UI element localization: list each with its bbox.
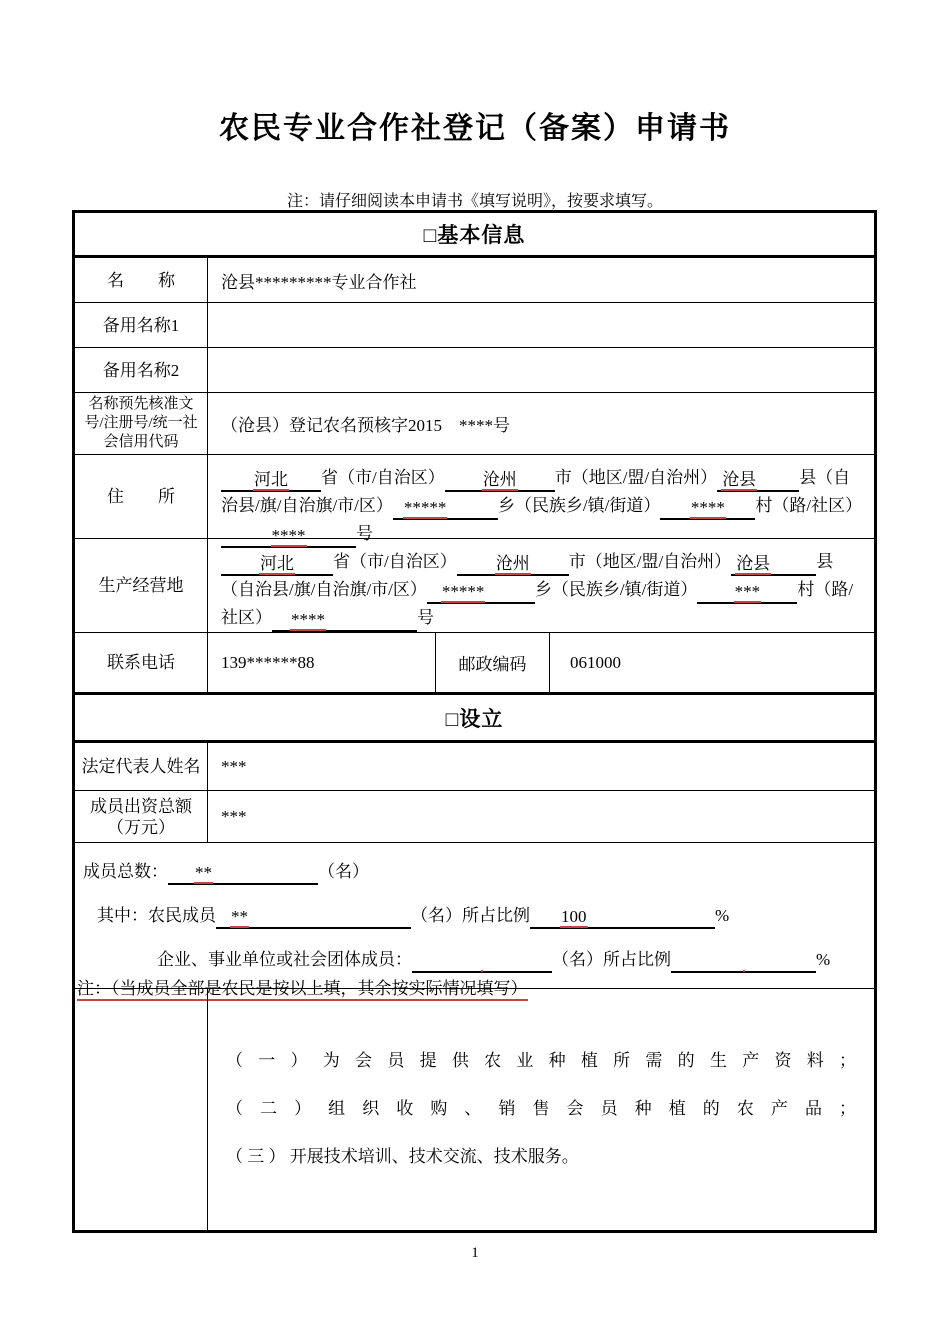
section-basic-info-header: □基本信息: [75, 213, 874, 258]
legal-rep-label: 法定代表人姓名: [75, 743, 208, 790]
alt-name-1-label: 备用名称1: [75, 303, 208, 347]
members-org-label: 企业、事业单位或社会团体成员：: [157, 950, 412, 969]
members-org-line: [157, 947, 830, 973]
capital-label: 成员出资总额（万元）: [75, 791, 208, 842]
row-business-site: [75, 539, 874, 633]
members-total-line: [83, 859, 830, 885]
site-village-label: 村（路/社区）: [221, 580, 854, 627]
business-scope-line-2: （ 二 ） 组 织 收 购 、 销 售 会 员 种 植 的 农 产 品 ；: [226, 1099, 856, 1118]
site-province-blank: 河北: [221, 552, 333, 576]
members-farmer-blank: **: [216, 905, 411, 929]
residence-village-blank: ****: [660, 496, 755, 520]
phone-value: 139******88: [208, 633, 436, 692]
residence-city-blank: 沧州: [445, 468, 555, 492]
members-total-blank: **: [168, 861, 318, 885]
members-total-label: 成员总数：: [83, 862, 168, 881]
residence-village-label: 村（路/社区）: [755, 496, 863, 515]
site-number-blank: ****: [272, 608, 417, 632]
alt-name-1-value: [208, 303, 874, 347]
members-farmer-ratio-label: （名）所占比例: [411, 906, 530, 925]
legal-rep-value: ***: [221, 756, 247, 776]
residence-province-label: 省（市/自治区）: [321, 468, 445, 487]
business-site-content: [208, 539, 874, 632]
row-alt-name-1: [75, 303, 874, 348]
site-city-blank: 沧州: [457, 552, 569, 576]
residence-county-blank: 沧县: [717, 468, 799, 492]
approval-number-label: 名称预先核准文号/注册号/统一社会信用代码: [75, 393, 208, 454]
residence-number-label: 号: [356, 524, 373, 543]
page-title: 农民专业合作社登记（备案）申请书: [219, 112, 731, 145]
site-city-label: 市（地区/盟/自治州）: [568, 552, 732, 571]
row-alt-name-2: [75, 348, 874, 393]
members-org-percent-sign: %: [816, 950, 831, 969]
row-contact: [75, 633, 874, 695]
row-residence: [75, 455, 874, 545]
row-business-scope: [75, 989, 874, 1230]
row-name: [75, 258, 874, 303]
members-block: [75, 843, 831, 998]
members-org-ratio-label: （名）所占比例: [552, 950, 671, 969]
members-org-blank: [412, 949, 552, 973]
row-members: [75, 843, 874, 998]
row-approval-number: [75, 393, 874, 455]
row-legal-rep: [75, 743, 874, 791]
section-setup-header: □设立: [75, 695, 874, 743]
site-number-label: 号: [417, 608, 434, 627]
site-province-label: 省（市/自治区）: [333, 552, 457, 571]
residence-county-label: 县（自治县/旗/自治旗/市/区）: [221, 468, 851, 515]
business-site-label: 生产经营地: [75, 539, 208, 632]
page-number: 1: [471, 1245, 479, 1261]
members-farmer-ratio-blank: 100: [530, 905, 715, 929]
phone-label: 联系电话: [75, 633, 208, 692]
fill-instruction-note: 注：请仔细阅读本申请书《填写说明》，按要求填写。: [286, 193, 663, 210]
site-township-label: 乡（民族乡/镇/街道）: [534, 580, 698, 599]
site-township-blank: *****: [427, 580, 535, 604]
application-form-table: [72, 210, 877, 1233]
site-village-blank: ***: [697, 580, 797, 604]
residence-content: [208, 455, 874, 545]
residence-township-blank: *****: [393, 496, 498, 520]
members-farmer-line: [97, 903, 830, 929]
residence-number-blank: ****: [221, 524, 356, 548]
name-value: 沧县*********专业合作社: [221, 272, 417, 292]
members-total-unit: （名）: [318, 862, 369, 881]
site-county-label: 县（自治县/旗/自治旗/市/区）: [221, 552, 834, 599]
site-county-blank: 沧县: [731, 552, 816, 576]
members-farmer-label: 其中：农民成员: [97, 906, 216, 925]
alt-name-2-label: 备用名称2: [75, 348, 208, 392]
name-label: 名 称: [75, 258, 208, 302]
residence-city-label: 市（地区/盟/自治州）: [554, 468, 718, 487]
row-capital: [75, 791, 874, 843]
approval-number-value: （沧县）登记农名预核字2015 ****号: [221, 416, 510, 435]
postcode-value: 061000: [570, 652, 621, 672]
residence-province-blank: 河北: [221, 468, 321, 492]
business-scope-line-3: （ 三 ） 开展技术培训、技术交流、技术服务。: [226, 1147, 579, 1166]
capital-value: ***: [221, 806, 247, 826]
members-org-ratio-blank: [671, 949, 816, 973]
postcode-label: 邮政编码: [436, 633, 550, 692]
business-scope-label-cell: [75, 989, 208, 1230]
business-scope-line-1: （ 一 ） 为 会 员 提 供 农 业 种 植 所 需 的 生 产 资 料 ；: [226, 1051, 856, 1070]
members-farmer-percent-sign: %: [715, 906, 730, 925]
business-scope-content: [208, 989, 874, 1230]
alt-name-2-value: [208, 348, 874, 392]
members-note: 注：（当成员全部是农民是按以上填，其余按实际情况填写）: [77, 979, 528, 1001]
residence-label: 住 所: [75, 455, 208, 538]
residence-township-label: 乡（民族乡/镇/街道）: [497, 496, 661, 515]
